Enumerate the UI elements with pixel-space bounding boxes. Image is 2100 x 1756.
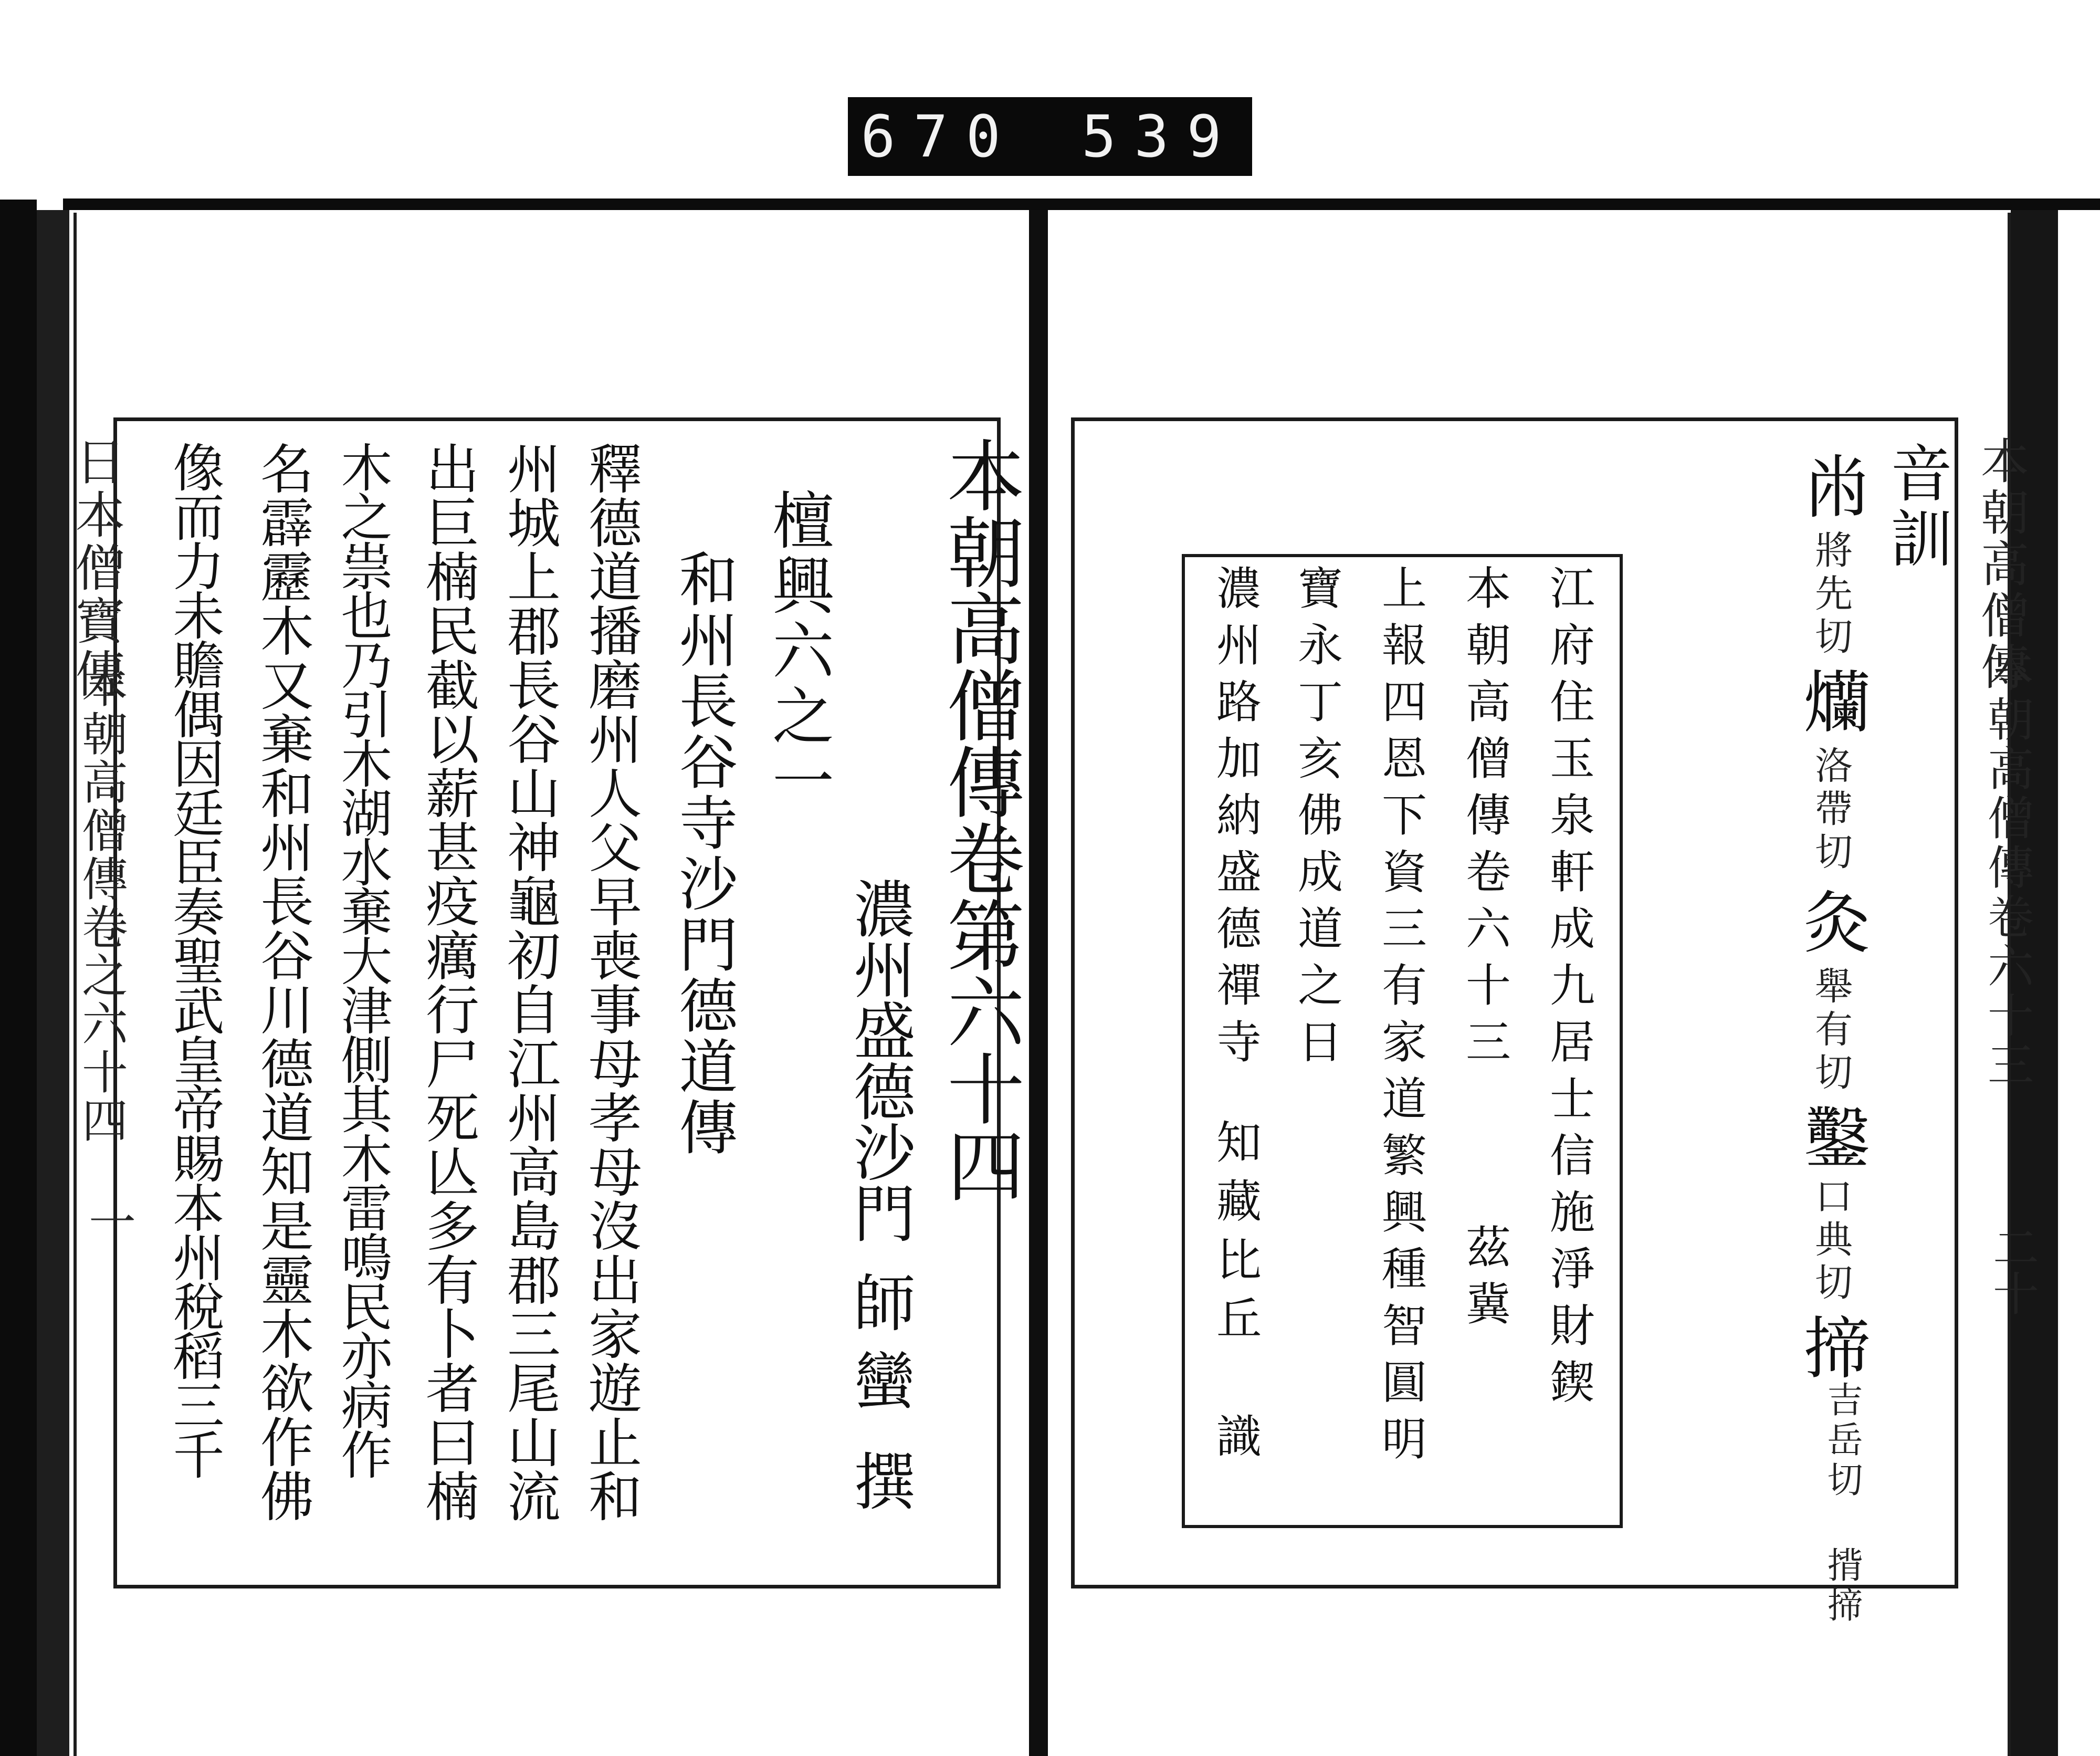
left-page-author: 濃州盛德沙門 <box>843 877 916 1242</box>
glossary-heading: 音訓 <box>1880 441 1952 571</box>
gloss-reading-5: 吉岳切 揹揥 <box>1821 1381 1863 1626</box>
gloss-char-2: 爤 <box>1792 667 1870 734</box>
top-binding-edge <box>63 198 2100 210</box>
colophon-line-7: 知藏比丘 <box>1209 1119 1261 1354</box>
right-margin-folio: 二十 <box>1986 1224 2040 1316</box>
catalog-number-tag <box>848 97 1252 176</box>
left-page-body-line-2: 州城上郡長谷山神龜初自江州高島郡三尾山流 <box>498 441 561 1523</box>
left-page-body-line-5: 名霹靂木又棄和州長谷川德道知是靈木欲作佛 <box>251 441 314 1523</box>
left-page-body-line-6: 像而力未贍偶因廷臣奏聖武皇帝賜本州稅稻三千 <box>164 441 224 1478</box>
left-margin-folio: 一 <box>80 1197 135 1245</box>
gloss-char-3: 灸 <box>1792 887 1870 955</box>
left-margin-subtitle: 本朝高僧傳卷之六十四 <box>75 662 129 1145</box>
left-page-body-line-4: 木之祟也乃引木湖水棄大津側其木雷鳴民亦病作 <box>332 441 392 1478</box>
colophon-line-2: 本朝高僧傳卷六十三 <box>1458 565 1510 1075</box>
left-page-title: 本朝高僧傳卷第六十四 <box>934 436 1025 1203</box>
gloss-reading-1: 將先切 <box>1809 530 1853 660</box>
catalog-number-left: 670 <box>860 103 1018 170</box>
gloss-reading-2: 洛帶切 <box>1809 746 1853 875</box>
left-page-body-line-1: 釋德道播磨州人父早喪事母孝母沒出家遊止和 <box>580 441 642 1523</box>
gloss-reading-4: 口典切 <box>1809 1176 1853 1305</box>
colophon-line-3: 茲冀 <box>1458 1224 1510 1337</box>
left-page-section-heading: 檀興六之一 <box>762 488 834 814</box>
catalog-number-right: 539 <box>1082 103 1240 170</box>
left-page-entry-title: 和州長谷寺沙門德道傳 <box>669 549 738 1158</box>
gloss-char-1: 㡀 <box>1792 452 1870 519</box>
left-margin-title: 日本僧寶傳 <box>67 436 125 701</box>
left-page-author-verb: 撰 <box>843 1449 916 1511</box>
colophon-line-6: 濃州路加納盛德禪寺 <box>1209 565 1261 1075</box>
right-margin-subtitle: 本朝高僧傳卷六十三 <box>1980 646 2034 1090</box>
left-page-author-role: 師蠻 <box>843 1271 916 1426</box>
gloss-reading-3: 舉有切 <box>1809 966 1853 1095</box>
right-margin-title: 本朝高僧傳 <box>1973 436 2029 693</box>
gloss-char-5: 揥 <box>1792 1313 1870 1380</box>
colophon-line-4: 上報四恩下資三有家道繁興種智圓明 <box>1374 565 1426 1472</box>
colophon-line-1: 江府住玉泉軒成九居士信施淨財鍥 <box>1542 565 1594 1415</box>
colophon-line-8: 識 <box>1209 1413 1261 1458</box>
left-scan-edge <box>0 200 37 1756</box>
gloss-char-4: 鑿 <box>1792 1103 1870 1170</box>
colophon-line-5: 寶永丁亥佛成道之日 <box>1290 565 1342 1075</box>
left-page-body-line-3: 出巨楠民截以薪甚疫癘行尸死亾多有卜者曰楠 <box>417 441 479 1523</box>
